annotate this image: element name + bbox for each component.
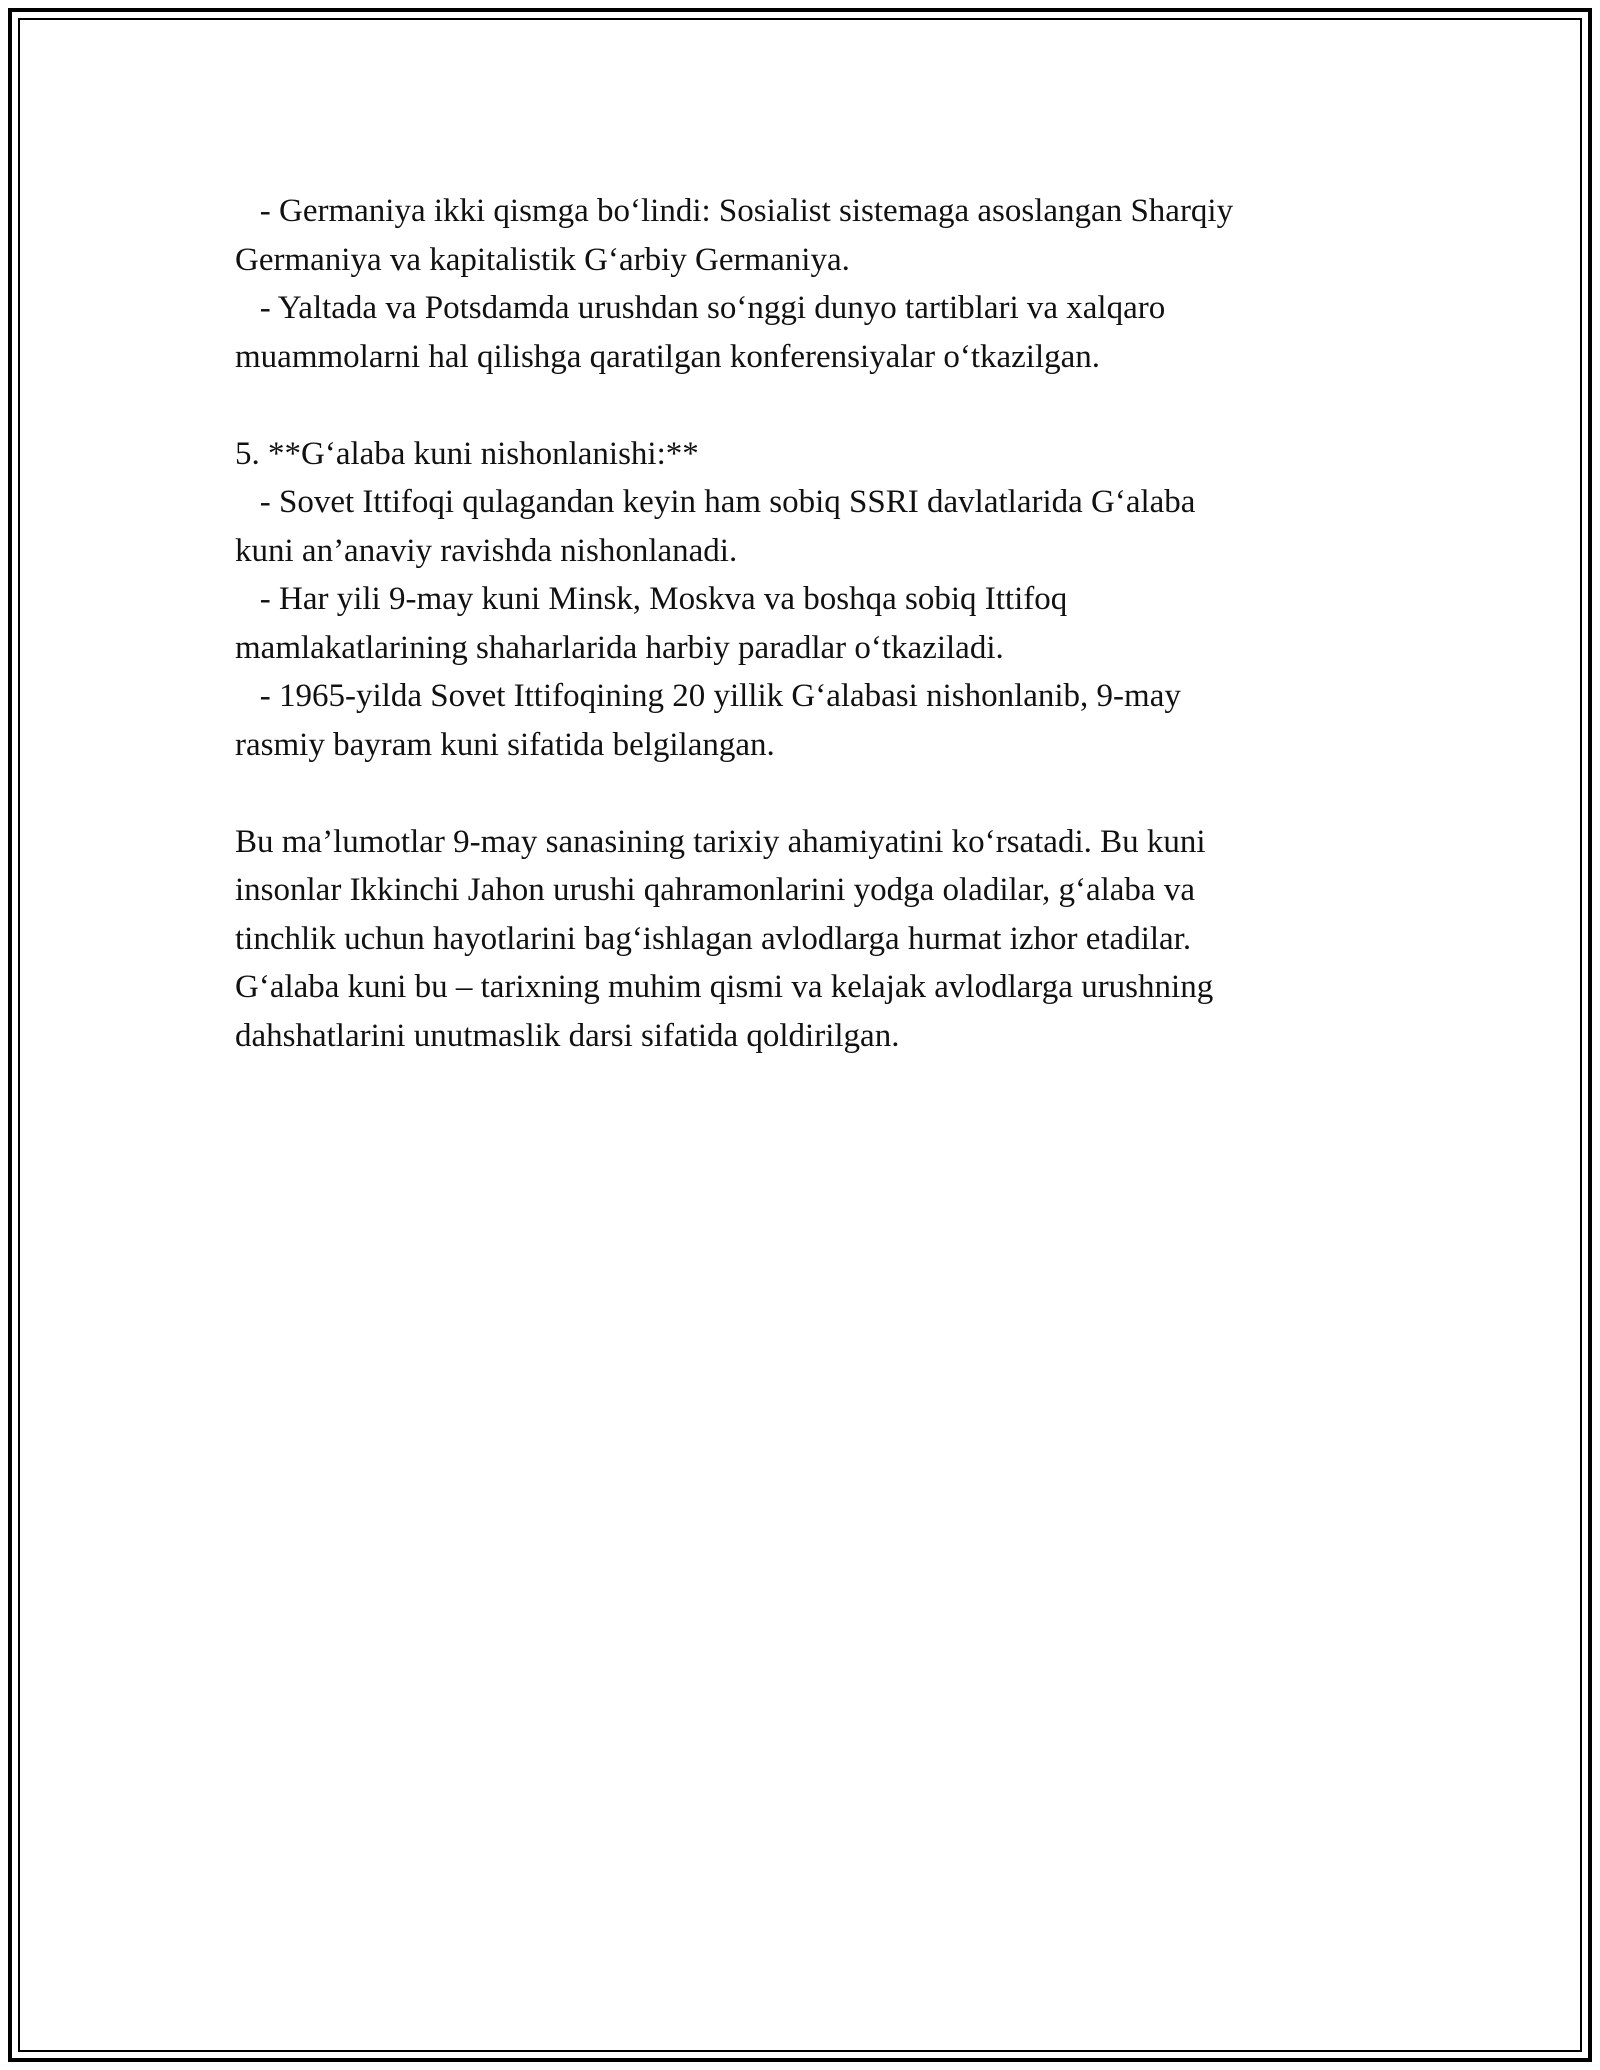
text-line: - Yaltada va Potsdamda urushdan so‘nggi dunyo tartiblari va xalqaro bbox=[235, 290, 1166, 326]
text-line: muammolarni hal qilishga qaratilgan konferensiyalar o‘tkazilgan. bbox=[235, 338, 1101, 375]
text-line: Germaniya va kapitalistik G‘arbiy Germaniya. bbox=[235, 241, 850, 278]
text-line: Bu ma’lumotlar 9-may sanasining tarixiy ahamiyatini ko‘rsatadi. Bu kuni bbox=[235, 823, 1206, 860]
text-line: - Germaniya ikki qismga bo‘lindi: Sosialist sistemaga asoslangan Sharqiy bbox=[235, 193, 1234, 229]
bullet-traditional-celebration bbox=[235, 478, 1365, 575]
bullet-military-parades bbox=[235, 575, 1365, 672]
document-body bbox=[235, 187, 1365, 1060]
text-line: mamlakatlarining shaharlarida harbiy paradlar o‘tkaziladi. bbox=[235, 629, 1004, 666]
bullet-germany-split bbox=[235, 187, 1365, 284]
text-line: - Sovet Ittifoqi qulagandan keyin ham sobiq SSRI davlatlarida G‘alaba bbox=[235, 484, 1196, 520]
text-line: kuni an’anaviy ravishda nishonlanadi. bbox=[235, 532, 738, 569]
text-line: dahshatlarini unutmaslik darsi sifatida qoldirilgan. bbox=[235, 1017, 900, 1054]
text-line: insonlar Ikkinchi Jahon urushi qahramonlarini yodga oladilar, g‘alaba va bbox=[235, 872, 1195, 908]
conclusion-paragraph bbox=[235, 818, 1365, 1061]
blank-line bbox=[235, 769, 1365, 818]
section-heading: 5. **G‘alaba kuni nishonlanishi:** bbox=[235, 435, 699, 472]
bullet-conferences bbox=[235, 284, 1365, 381]
text-line: tinchlik uchun hayotlarini bag‘ishlagan avlodlarga hurmat izhor etadilar. bbox=[235, 920, 1192, 957]
text-line: rasmiy bayram kuni sifatida belgilangan. bbox=[235, 726, 775, 763]
bullet-official-holiday bbox=[235, 672, 1365, 769]
text-line: - 1965-yilda Sovet Ittifoqining 20 yillik G‘alabasi nishonlanib, 9-may bbox=[235, 678, 1181, 714]
blank-line bbox=[235, 381, 1365, 430]
text-line: - Har yili 9-may kuni Minsk, Moskva va boshqa sobiq Ittifoq bbox=[235, 581, 1068, 617]
text-line: G‘alaba kuni bu – tarixning muhim qismi va kelajak avlodlarga urushning bbox=[235, 969, 1214, 1005]
